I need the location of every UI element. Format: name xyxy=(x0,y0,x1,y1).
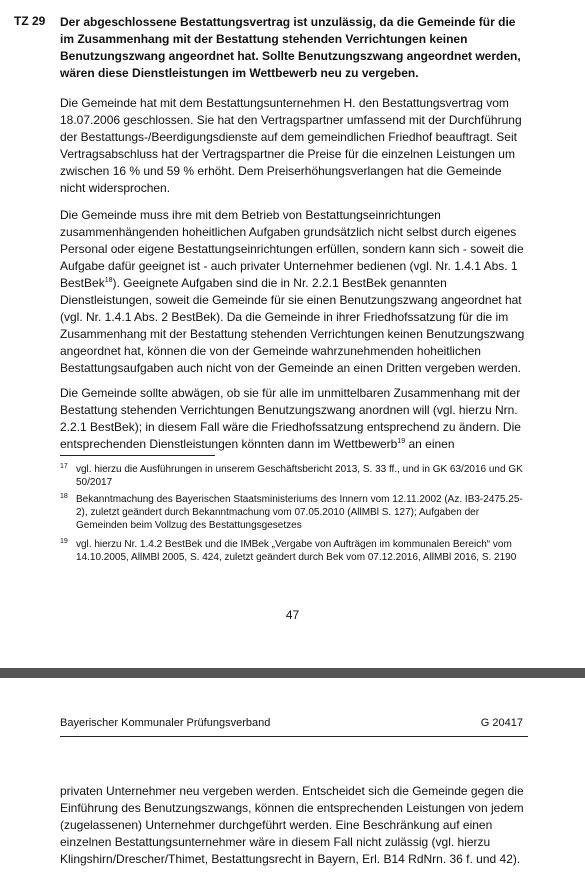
paragraph-text: ). Geeignete Aufgaben sind die in Nr. 2.2.1 BestBek genannten Dienstleistungen, soweit die Gemeinde für sie einen Benutzungszwang angeordnet hat (vgl. Nr. 1.4.1 Abs. 2 BestBek). Da die Gemeinde in ihrer Friedhofssatzung für die im Zusammenhang mit der Bestattung stehenden Verrichtungen keinen Benutzungszwang angeordnet hat, können die von der Gemeinde wahrzunehmenden hoheitlichen Bestattungsaufgaben auch nicht von der Gemeinde an einen Dritten vergeben werden. xyxy=(60,276,525,375)
paragraph: Die Gemeinde hat mit dem Bestattungsunternehmen H. den Bestattungsvertrag vom 18.07.2006 geschlossen. Sie hat den Vertragspartner umfassend mit der Durchführung der Bestattungs-/Beerdigungsdienste auf dem gemeindlichen Friedhof beauftragt. Seit Vertragsabschluss hat der Vertragspartner die Preise für die einzelnen Leistungen um zwischen 16 % und 59 % erhöht. Dem Preiserhöhungsverlangen hat die Gemeinde nicht widersprochen. xyxy=(60,96,522,195)
paragraph xyxy=(60,385,530,453)
header-document-id: G 20417 xyxy=(480,717,523,729)
footnote-reference: 18 xyxy=(104,277,113,284)
footnote xyxy=(60,538,530,564)
footnote-number: 18 xyxy=(60,493,68,500)
footnote-text: Bekanntmachung des Bayerischen Staatsministeriums des Innern vom 12.11.2002 (Az. IB3-2475.25-2), zuletzt geändert durch Bekanntmachung vom 07.05.2010 (AllMBl S. 127); Aufgaben der Gemeinden beim Vollzug des Bestattungsgesetzes xyxy=(76,494,523,531)
header-organization: Bayerischer Kommunaler Prüfungsverband xyxy=(60,717,271,729)
footnote-text: vgl. hierzu Nr. 1.4.2 BestBek und die IMBek „Vergabe von Aufträgen im kommunalen Bereich“ vom 14.10.2005, AllMBl 2005, S. 424, zuletzt geändert durch Bek vom 07.12.2016, AllMBl 2016, S. 2190 xyxy=(76,539,517,563)
footnote-reference: 19 xyxy=(397,438,406,445)
header-divider xyxy=(60,736,528,737)
footnote-number: 17 xyxy=(60,463,68,470)
page-separator xyxy=(0,668,585,678)
page-number: 47 xyxy=(285,608,300,622)
paragraph-text: Die Gemeinde sollte abwägen, ob sie für alle im unmittelbaren Zusammenhang mit der Bestattung stehenden Verrichtungen Benutzungszwang anordnen will (vgl. hierzu Nrn. 2.2.1 BestBek); in diesem Fall wäre die Friedhofssatzung entsprechend zu ändern. Die entsprechenden Dienstleistungen könnten dann im Wettbewerb xyxy=(60,386,521,451)
section-label: TZ 29 xyxy=(14,14,46,28)
footnote-divider xyxy=(60,455,215,456)
footnote xyxy=(60,493,530,532)
footnote xyxy=(60,463,530,489)
paragraph xyxy=(60,207,530,377)
footnote-number: 19 xyxy=(60,538,68,545)
section-heading: Der abgeschlossene Bestattungsvertrag ist unzulässig, da die Gemeinde für die im Zusammenhang mit der Bestattung stehenden Verrichtungen keinen Benutzungszwang angeordnet hat. Sollte Benutzungszwang angeordnet werden, wären diese Dienstleistungen im Wettbewerb neu zu vergeben. xyxy=(60,15,521,80)
paragraph-text: an einen xyxy=(405,437,455,451)
paragraph-text: Die Gemeinde muss ihre mit dem Betrieb von Bestattungseinrichtungen zusammenhängenden hoheitlichen Aufgaben grundsätzlich nicht selbst durch eigenes Personal oder eigene Bestattungseinrichtungen erfüllen, sondern kann sich - soweit die Aufgabe dafür geeignet ist - auch privater Unternehmer bedienen (vgl. Nr. 1.4.1 Abs. 1 BestBek xyxy=(60,208,524,290)
footnote-text: vgl. hierzu die Ausführungen in unserem Geschäftsbericht 2013, S. 33 ff., und in GK 63/2016 und GK 50/2017 xyxy=(76,464,523,488)
paragraph: privaten Unternehmer neu vergeben werden. Entscheidet sich die Gemeinde gegen die Einführung des Benutzungszwangs, können die entsprechenden Leistungen von jedem (zugelassenen) Unternehmer durchgeführt werden. Eine Beschränkung auf einen einzelnen Bestattungsunternehmer wäre in diesem Fall nicht zulässig (vgl. hierzu Klingshirn/Drescher/Thimet, Bestattungsrecht in Bayern, Erl. B14 RdNrn. 36 f. und 42). xyxy=(60,784,524,866)
